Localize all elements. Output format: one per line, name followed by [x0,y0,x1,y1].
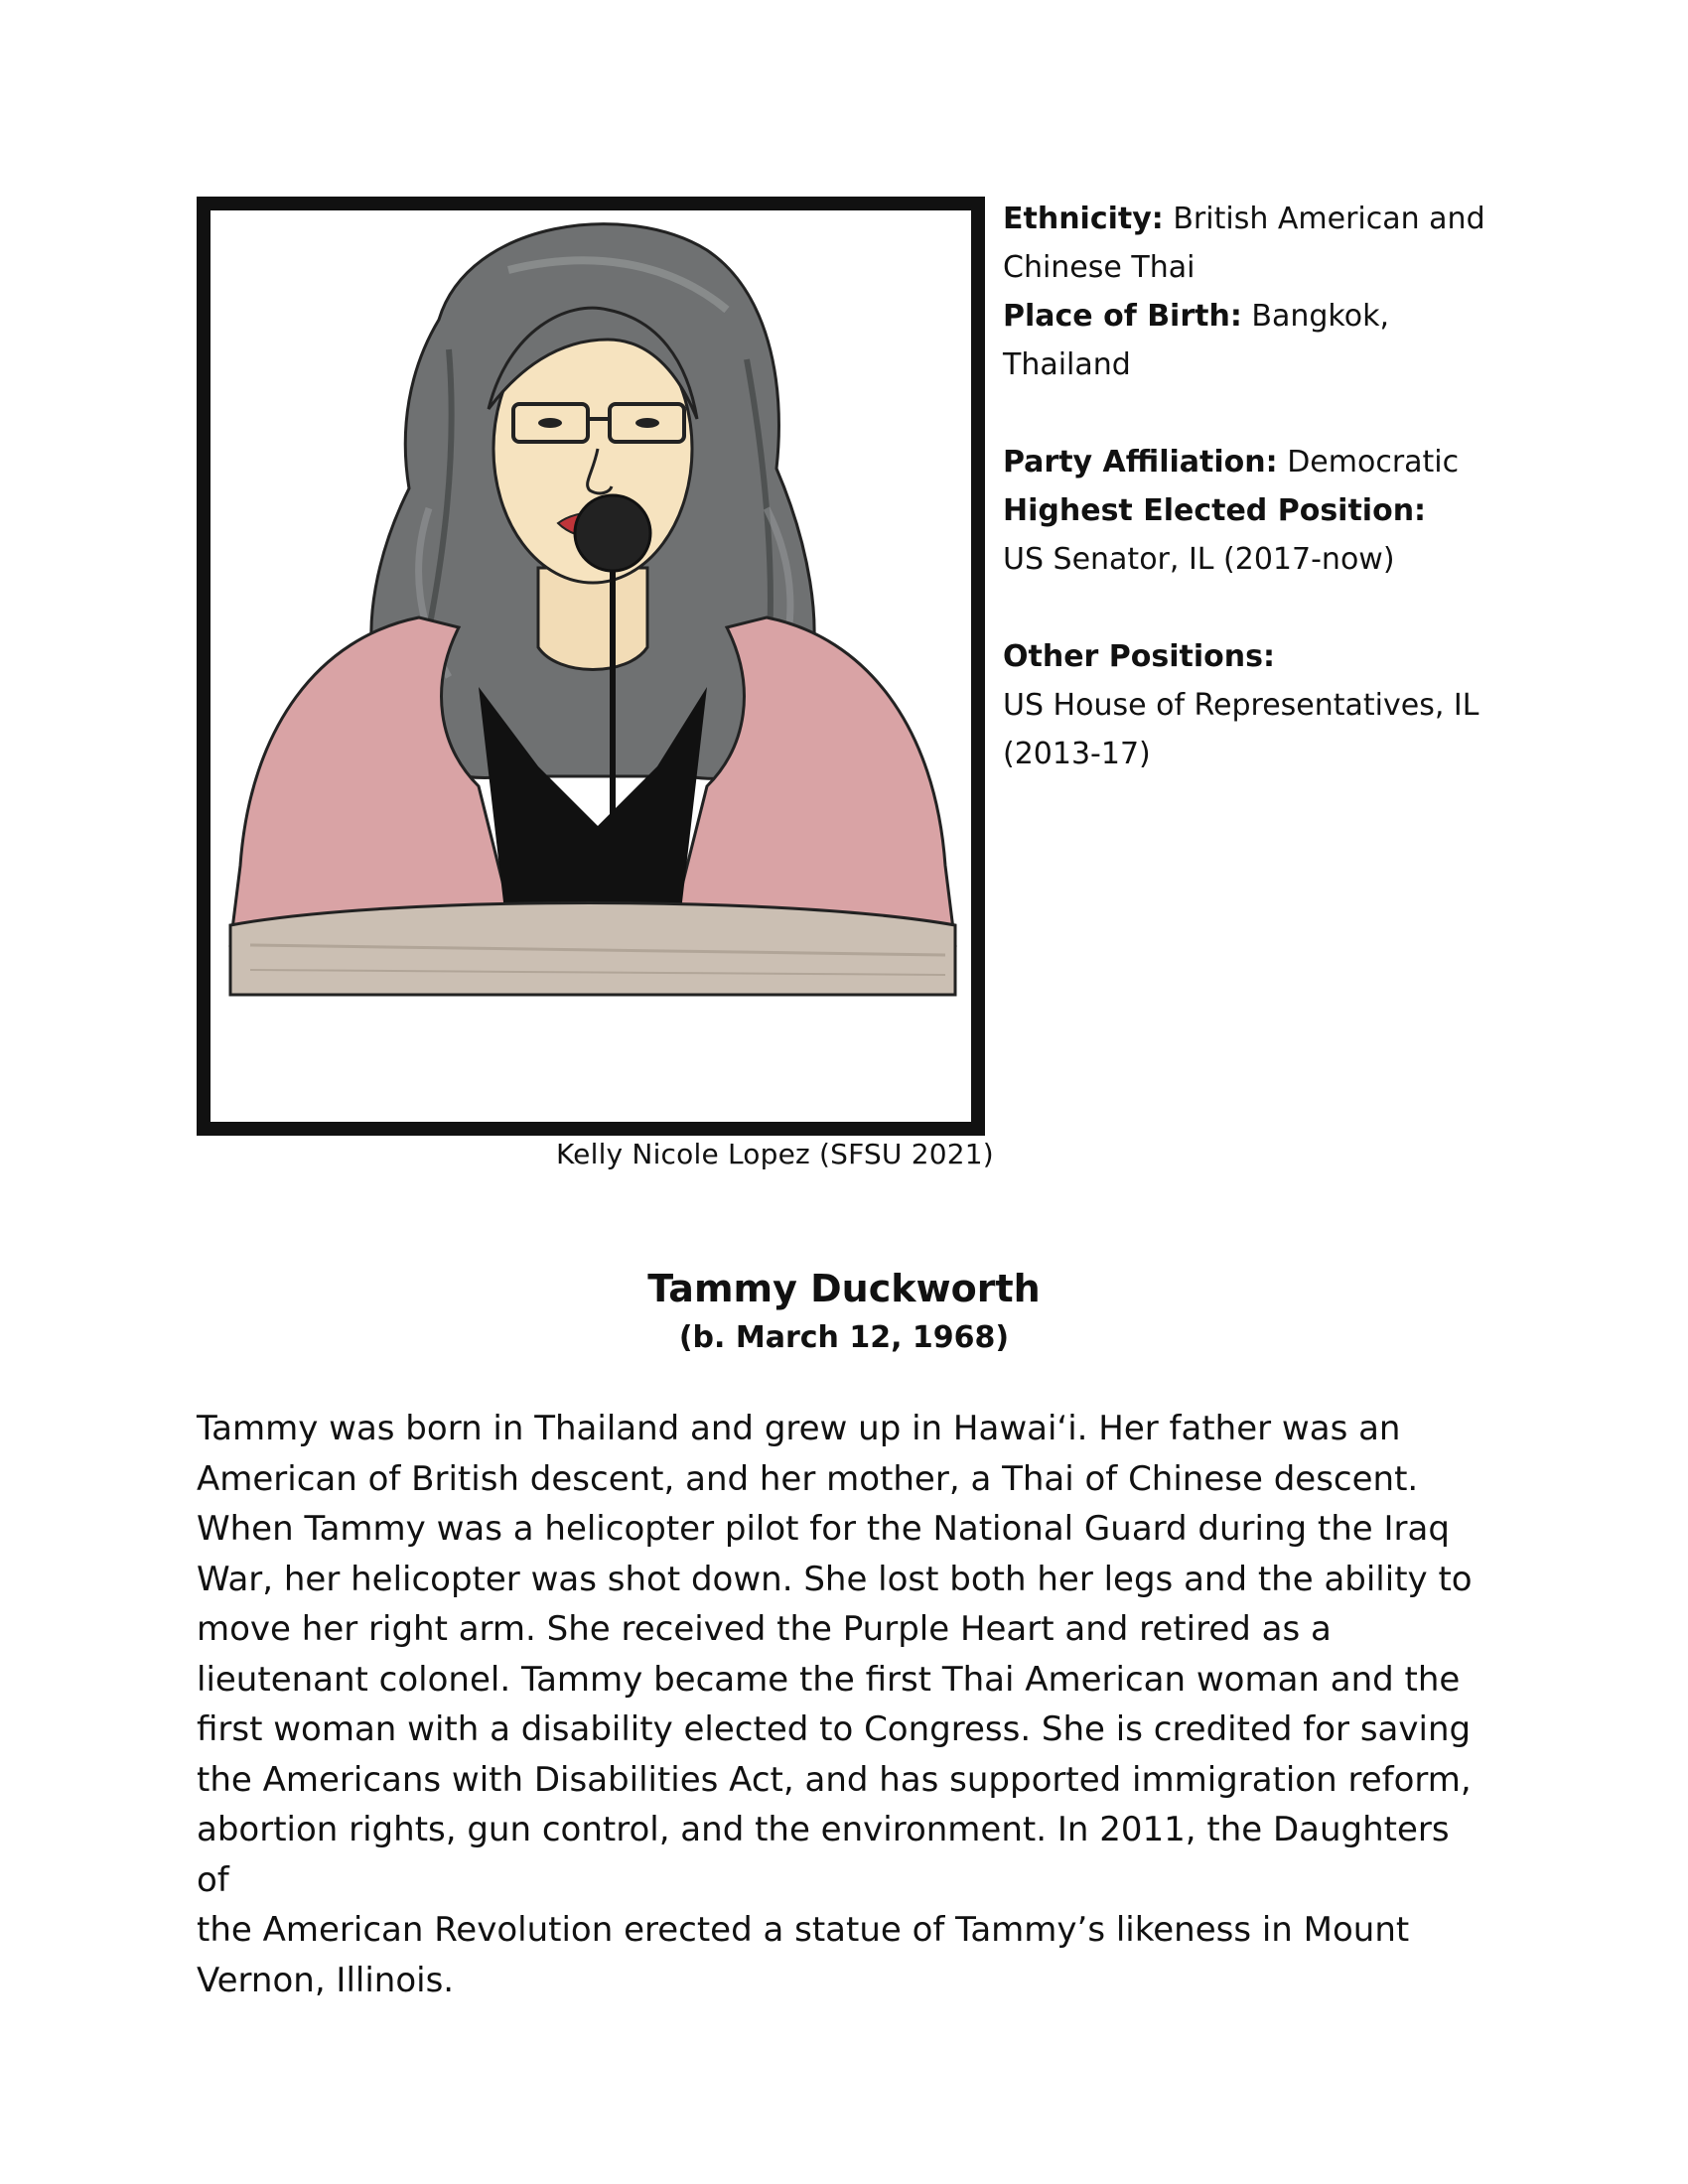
person-birthdate: (b. March 12, 1968) [678,1320,1010,1355]
bio-line: the American Revolution erected a statue of Tammy’s likeness in Mount [197,1910,1410,1950]
party-value: Democratic [1287,445,1460,479]
portrait-credit: Kelly Nicole Lopez (SFSU 2021) [556,1138,994,1170]
highest-position-label: Highest Elected Position: [1003,493,1427,528]
bio-line: abortion rights, gun control, and the environment. In 2011, the Daughters of [197,1810,1450,1900]
person-name: Tammy Duckworth [647,1267,1041,1310]
ethnicity-value-line1: British American and [1173,202,1485,236]
ethnicity-value-line2: Chinese Thai [1003,250,1196,285]
info-panel [1003,195,1499,778]
ethnicity-row [1003,195,1499,243]
other-positions-label: Other Positions: [1003,639,1275,674]
bio-line: War, her helicopter was shot down. She lost both her legs and the ability to [197,1559,1473,1599]
bio-line: Tammy was born in Thailand and grew up in Hawai‘i. Her father was an [197,1409,1401,1448]
bio-line: lieutenant colonel. Tammy became the first Thai American woman and the [197,1659,1461,1700]
bio-line: American of British descent, and her mother, a Thai of Chinese descent. [197,1458,1419,1499]
birth-value-line1: Bangkok, [1251,299,1389,334]
bio-line: Vernon, Illinois. [197,1960,455,2000]
biography [197,1404,1477,2005]
birth-label: Place of Birth: [1003,299,1242,334]
bio-line: When Tammy was a helicopter pilot for the National Guard during the Iraq [197,1509,1450,1549]
party-label: Party Affiliation: [1003,445,1278,479]
highest-position-value: US Senator, IL (2017-now) [1003,542,1395,577]
spacer [1003,584,1499,632]
birth-value-line2: Thailand [1003,347,1131,382]
birth-row [1003,292,1499,341]
spacer [1003,389,1499,438]
party-row [1003,438,1499,486]
bio-line: the Americans with Disabilities Act, and has supported immigration reform, [197,1759,1472,1800]
bio-line: move her right arm. She received the Purple Heart and retired as a [197,1609,1332,1649]
portrait-drawing [211,210,971,1122]
bio-line: first woman with a disability elected to Congress. She is credited for saving [197,1709,1472,1749]
ethnicity-label: Ethnicity: [1003,202,1164,236]
portrait-frame [197,197,985,1136]
other-positions-line1: US House of Representatives, IL [1003,688,1479,723]
other-positions-line2: (2013-17) [1003,737,1151,771]
